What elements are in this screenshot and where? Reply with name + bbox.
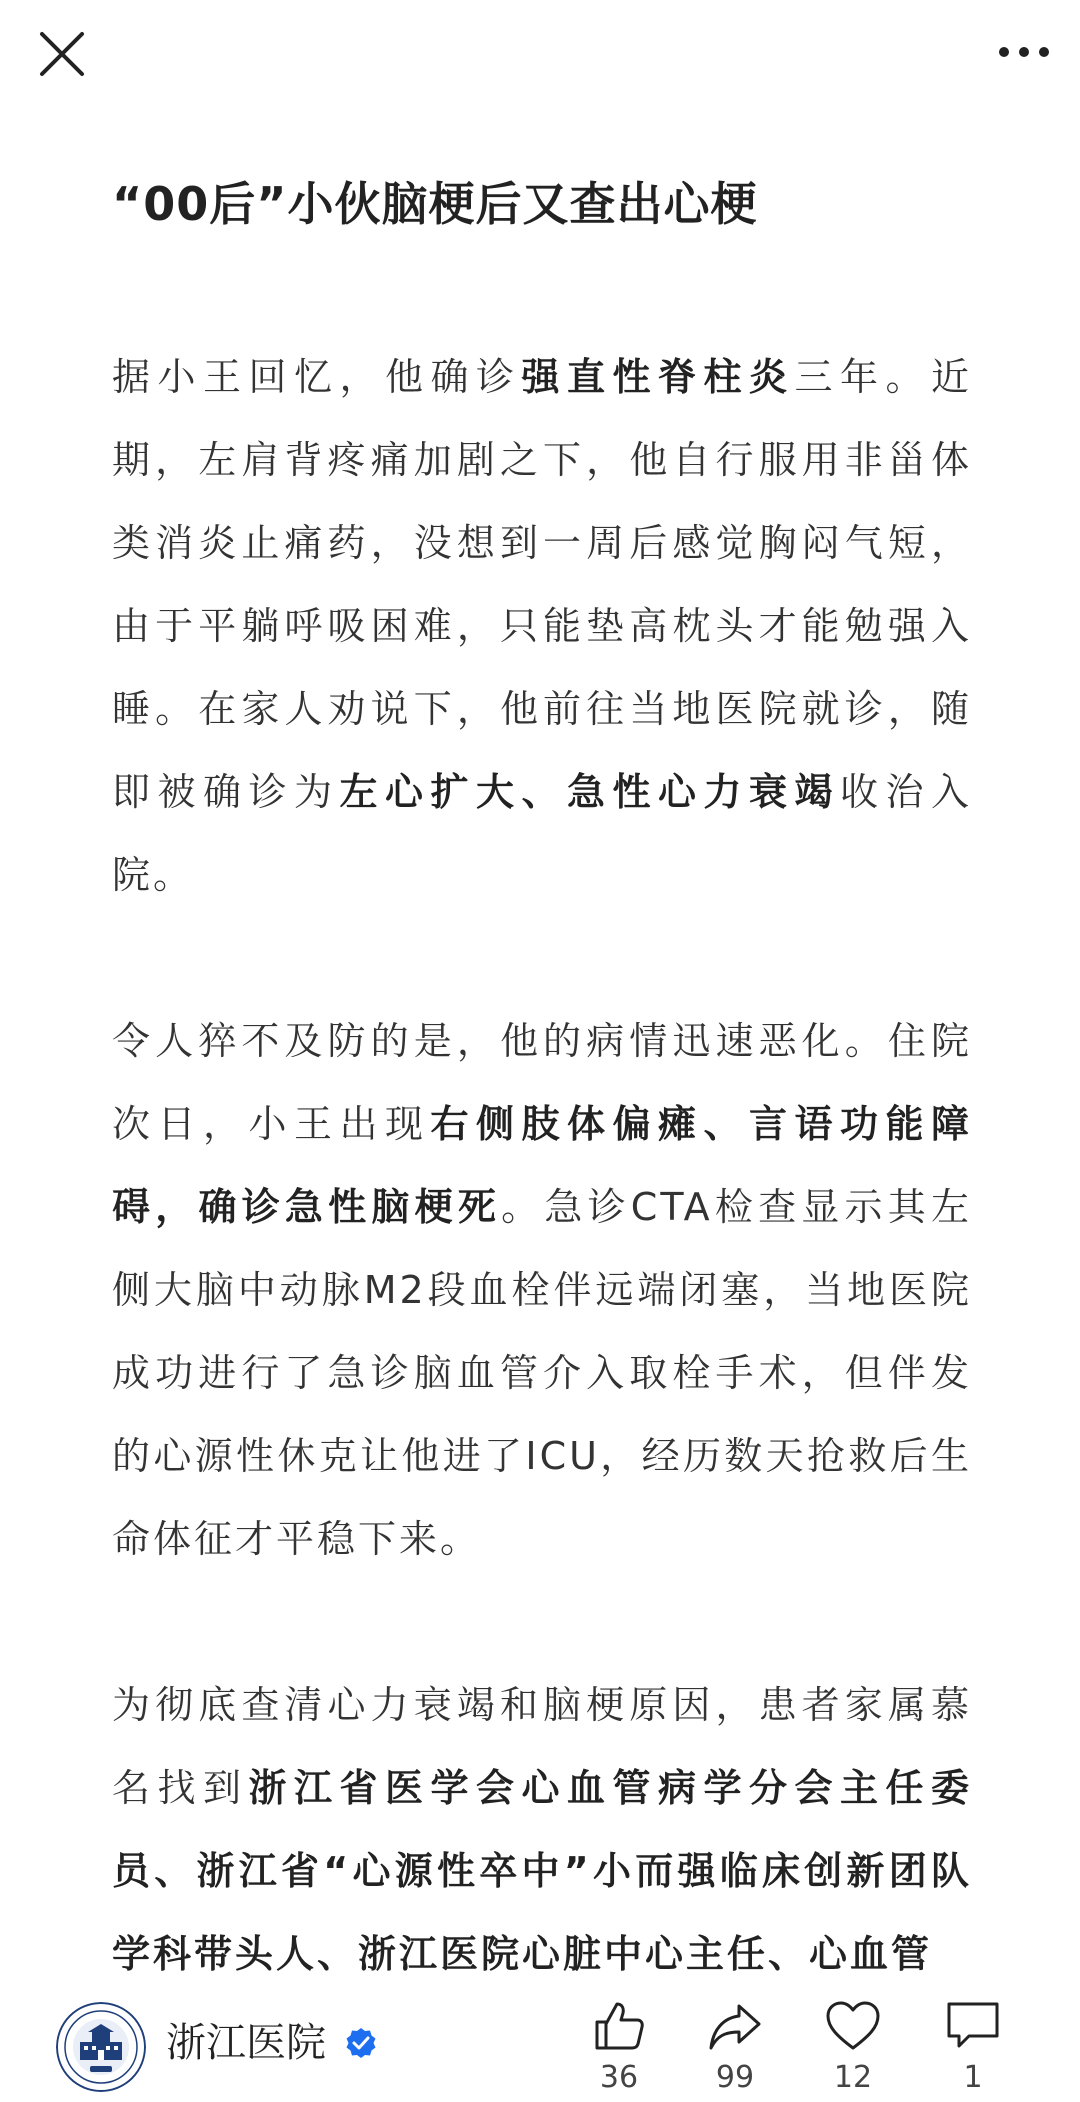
paragraph-1: 据小王回忆，他确诊强直性脊柱炎三年。近期，左肩背疼痛加剧之下，他自行服用非甾体类消炎止痛药，没想到一周后感觉胸闷气短，由于平躺呼吸困难，只能垫高枕头才能勉强入睡。在家人劝说下，他前往当地医院就诊，随即被确诊为左心扩大、急性心力衰竭收治入院。 (112, 355, 972, 897)
bold-text: 右侧肢体偏瘫、言语功能障碍，确诊急性脑梗死 (112, 1102, 972, 1229)
bold-text: 强直性脊柱炎 (521, 355, 795, 399)
paragraph-2: 令人猝不及防的是，他的病情迅速恶化。住院次日，小王出现右侧肢体偏瘫、言语功能障碍，确诊急性脑梗死。急诊CTA检查显示其左侧大脑中动脉M2段血栓伴远端闭塞，当地医院成功进行了急诊脑血管介入取栓手术，但伴发的心源性休克让他进了ICU，经历数天抢救后生命体征才平稳下来。 (112, 1019, 972, 1561)
author-name[interactable]: 浙江医院 (166, 2020, 326, 2066)
comment-button[interactable] (928, 1996, 1018, 2102)
heart-icon (823, 1996, 883, 2056)
favorite-button[interactable] (808, 1996, 898, 2102)
favorite-count: 12 (833, 2060, 873, 2095)
paragraph-3: 为彻底查清心力衰竭和脑梗原因，患者家属慕名找到浙江省医学会心血管病学分会主任委员、浙江省“心源性卒中”小而强临床创新团队学科带头人、浙江医院心脏中心主任、心血管 (112, 1683, 972, 1976)
comment-count: 1 (963, 2060, 983, 2095)
thumbs-up-icon (589, 1996, 649, 2056)
article-title: “00后”小伙脑梗后又查出心梗 (112, 177, 758, 231)
close-icon (30, 22, 94, 86)
more-button[interactable] (992, 26, 1056, 82)
bottom-bar (0, 1992, 1080, 2102)
avatar[interactable] (56, 2002, 146, 2092)
bold-text: 左心扩大、急性心力衰竭 (339, 770, 840, 814)
hospital-logo-avatar (56, 2002, 146, 2092)
top-bar (0, 0, 1080, 110)
like-count: 36 (599, 2060, 639, 2095)
more-dots-icon (992, 26, 1056, 82)
like-button[interactable] (574, 1996, 664, 2102)
verified-badge-icon (344, 2026, 378, 2060)
share-count: 99 (715, 2060, 755, 2095)
share-arrow-icon (705, 1996, 765, 2056)
article-body (112, 160, 972, 2079)
close-button[interactable] (30, 22, 94, 86)
comment-bubble-icon (943, 1996, 1003, 2056)
bold-text: 浙江省医学会心血管病学分会主任委员、浙江省“心源性卒中”小而强临床创新团队学科带头人、浙江医院心脏中心主任、心血管 (112, 1766, 972, 1976)
share-button[interactable] (690, 1996, 780, 2102)
